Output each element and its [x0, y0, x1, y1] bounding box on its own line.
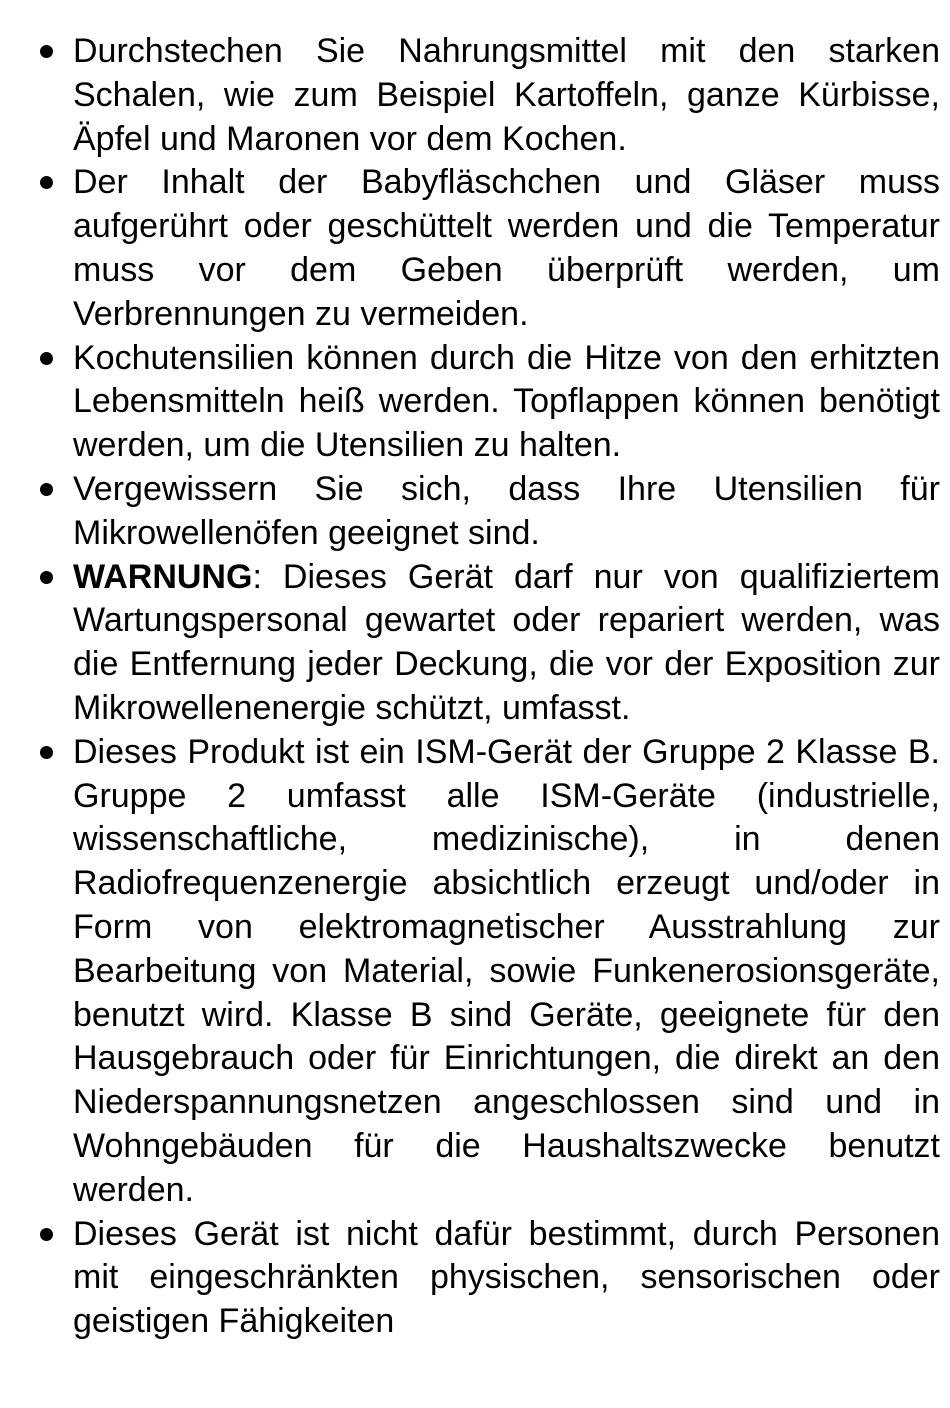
bullet-text: Dieses Gerät ist nicht dafür bestimmt, durch Personen mit eingeschränkten physischen, sensorischen oder geistigen Fähigkeiten [73, 1214, 940, 1341]
bullet-text: Dieses Produkt ist ein ISM-Gerät der Gruppe 2 Klasse B. Gruppe 2 umfasst alle ISM-Geräte (industrielle, wissenschaftliche, medizinische), in denen Radiofrequenzenergie absichtlich erzeugt und/oder in Form von elektromagnetischer Ausstrahlung zur Bearbeitung von Material, sowie Funkenerosionsgeräte, benutzt wird. Klasse B sind Geräte, geeignete für den Hausgebrauch oder für Einrichtungen, die direkt an den Niederspannungsnetzen angeschlossen sind und in Wohngebäuden für die Haushaltszwecke benutzt werden. [73, 732, 940, 1209]
document-page [0, 30, 950, 1344]
bullet-item-ism-device [0, 731, 950, 1213]
bullet-dot-icon [40, 176, 53, 189]
bullet-dot-icon [40, 746, 53, 759]
bullet-item-baby-bottles [0, 161, 950, 336]
bullet-dot-icon [40, 1228, 53, 1241]
bullet-item-suitable-utensils [0, 468, 950, 556]
bullet-item-hot-utensils [0, 337, 950, 468]
safety-bullet-list [0, 30, 950, 1344]
bullet-item-restricted-persons [0, 1213, 950, 1344]
bullet-dot-icon [40, 45, 53, 58]
bullet-text: Durchstechen Sie Nahrungsmittel mit den starken Schalen, wie zum Beispiel Kartoffeln, ganze Kürbisse, Äpfel und Maronen vor dem Kochen. [73, 32, 940, 158]
bullet-text: Vergewissern Sie sich, dass Ihre Utensilien für Mikrowellenöfen geeignet sind. [73, 469, 940, 552]
bullet-text: Kochutensilien können durch die Hitze von den erhitzten Lebensmitteln heiß werden. Topflappen können benötigt werden, um die Utensilien zu halten. [73, 338, 940, 465]
bullet-text: Der Inhalt der Babyfläschchen und Gläser muss aufgerührt oder geschüttelt werden und die Temperatur muss vor dem Geben überprüft werden, um Verbrennungen zu vermeiden. [73, 163, 940, 333]
bullet-item-warning [0, 556, 950, 731]
bullet-dot-icon [40, 571, 53, 584]
warning-label: WARNUNG [73, 557, 253, 596]
bullet-item-pierce-food [0, 30, 950, 161]
bullet-dot-icon [40, 483, 53, 496]
bullet-text [73, 556, 940, 731]
bullet-dot-icon [40, 352, 53, 365]
warning-text: : Dieses Gerät darf nur von qualifiziertem Wartungspersonal gewartet oder repariert werden, was die Entfernung jeder Deckung, die vor der Exposition zur Mikrowellenenergie schützt, umfasst. [73, 557, 940, 727]
